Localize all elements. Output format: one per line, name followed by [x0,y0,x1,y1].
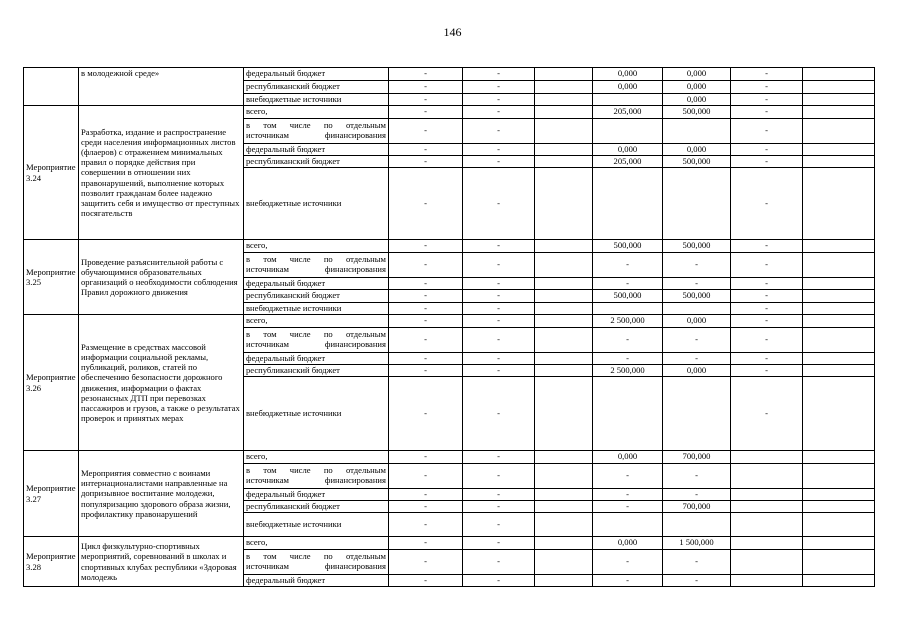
value-cell [803,377,875,451]
value-cell [731,464,803,489]
value-cell: - [663,278,731,290]
funding-source: всего, [244,106,389,119]
value-cell: - [663,328,731,353]
funding-source: федеральный бюджет [244,489,389,501]
funding-source: всего, [244,451,389,464]
value-cell: - [463,156,535,168]
value-cell: - [389,353,463,365]
table-row [24,315,875,328]
activity-id [24,68,79,106]
value-cell [535,156,593,168]
value-cell: - [389,81,463,94]
value-cell [535,451,593,464]
value-cell: - [463,451,535,464]
value-cell [803,575,875,587]
value-cell: 700,000 [663,501,731,513]
value-cell: - [389,377,463,451]
value-cell: - [731,315,803,328]
budget-table [23,67,875,587]
value-cell [803,144,875,156]
value-cell: - [731,278,803,290]
activity-description: Цикл физкультурно-спортивных мероприятий, соревнований в школах и спортивных клубах республики «Здоровая молодежь [79,537,244,587]
value-cell: 500,000 [663,290,731,303]
value-cell: - [731,303,803,315]
value-cell: - [463,81,535,94]
value-cell [535,290,593,303]
value-cell: - [731,353,803,365]
value-cell: - [463,365,535,377]
value-cell: - [731,328,803,353]
value-cell: - [463,106,535,119]
value-cell [803,365,875,377]
funding-source: внебюджетные источники [244,513,389,537]
value-cell: - [463,550,535,575]
value-cell: - [389,253,463,278]
value-cell: - [663,550,731,575]
funding-source: внебюджетные источники [244,377,389,451]
value-cell [535,253,593,278]
activity-description: Проведение разъяснительной работы с обучающимися образовательных организаций о необходимости соблюдения Правил дорожного движения [79,240,244,315]
value-cell: - [389,513,463,537]
value-cell: - [389,278,463,290]
value-cell: - [593,489,663,501]
value-cell [535,353,593,365]
value-cell: 0,000 [593,537,663,550]
value-cell [803,501,875,513]
value-cell [535,537,593,550]
value-cell: - [731,119,803,144]
value-cell: - [463,501,535,513]
funding-source: республиканский бюджет [244,81,389,94]
value-cell [593,377,663,451]
funding-source: внебюджетные источники [244,168,389,240]
value-cell: - [389,550,463,575]
value-cell: - [731,156,803,168]
value-cell [803,315,875,328]
value-cell: - [663,353,731,365]
activity-id: Мероприятие 3.27 [24,451,79,537]
value-cell: - [663,464,731,489]
value-cell [535,501,593,513]
value-cell: 500,000 [663,156,731,168]
value-cell: - [389,328,463,353]
value-cell: - [731,365,803,377]
value-cell: - [463,489,535,501]
value-cell [535,119,593,144]
value-cell: - [463,168,535,240]
value-cell [803,303,875,315]
value-cell [535,315,593,328]
value-cell [663,168,731,240]
value-cell: - [731,68,803,81]
value-cell: - [389,290,463,303]
value-cell: - [389,119,463,144]
value-cell [593,303,663,315]
value-cell: - [463,513,535,537]
value-cell [731,489,803,501]
value-cell [593,513,663,537]
value-cell [803,489,875,501]
value-cell: - [463,144,535,156]
value-cell: - [463,464,535,489]
value-cell [803,81,875,94]
value-cell [731,451,803,464]
value-cell: - [593,278,663,290]
value-cell: - [463,315,535,328]
value-cell: - [463,575,535,587]
activity-description: Мероприятия совместно с воинами интернационалистами направленные на допризывное воспитание молодежи, популяризацию здорового образа жизни, профилактику правонарушений [79,451,244,537]
funding-source: республиканский бюджет [244,501,389,513]
value-cell [803,68,875,81]
page-number: 146 [443,25,462,39]
value-cell [731,575,803,587]
value-cell [535,377,593,451]
value-cell: - [731,81,803,94]
value-cell: - [731,290,803,303]
value-cell: - [463,278,535,290]
value-cell [803,537,875,550]
activity-description: в молодежной среде» [79,68,244,106]
value-cell: - [463,94,535,106]
value-cell [731,513,803,537]
value-cell: 0,000 [593,451,663,464]
value-cell: 0,000 [593,144,663,156]
value-cell: 700,000 [663,451,731,464]
value-cell [803,290,875,303]
table-row [24,240,875,253]
value-cell: - [593,353,663,365]
value-cell: - [463,119,535,144]
funding-source: федеральный бюджет [244,278,389,290]
value-cell: 500,000 [663,240,731,253]
value-cell: 0,000 [663,68,731,81]
value-cell: - [593,464,663,489]
value-cell: - [731,144,803,156]
value-cell: - [389,489,463,501]
value-cell [803,451,875,464]
value-cell [803,253,875,278]
funding-source: республиканский бюджет [244,290,389,303]
value-cell [535,240,593,253]
value-cell: 500,000 [593,290,663,303]
value-cell [593,119,663,144]
value-cell: 0,000 [663,315,731,328]
value-cell: - [463,290,535,303]
value-cell: - [389,168,463,240]
value-cell: - [731,240,803,253]
value-cell: 500,000 [663,106,731,119]
table-row [24,451,875,464]
funding-source: в том числе по отдельным источникам финансирования [244,550,389,575]
value-cell: - [593,550,663,575]
funding-source: федеральный бюджет [244,353,389,365]
value-cell: 2 500,000 [593,315,663,328]
value-cell [535,575,593,587]
value-cell: - [389,451,463,464]
value-cell: 0,000 [663,144,731,156]
value-cell [535,68,593,81]
value-cell: 205,000 [593,156,663,168]
value-cell: - [389,365,463,377]
funding-source: федеральный бюджет [244,68,389,81]
value-cell: - [593,253,663,278]
value-cell [535,94,593,106]
funding-source: в том числе по отдельным источникам финансирования [244,253,389,278]
value-cell [803,353,875,365]
funding-source: внебюджетные источники [244,303,389,315]
value-cell [803,119,875,144]
value-cell [803,464,875,489]
value-cell: - [663,489,731,501]
value-cell: 205,000 [593,106,663,119]
funding-source: внебюджетные источники [244,94,389,106]
value-cell: - [731,377,803,451]
value-cell: - [389,94,463,106]
value-cell [535,168,593,240]
value-cell [535,81,593,94]
value-cell: 2 500,000 [593,365,663,377]
funding-source: республиканский бюджет [244,365,389,377]
value-cell [803,106,875,119]
value-cell: - [463,537,535,550]
value-cell: - [463,303,535,315]
value-cell: - [463,68,535,81]
value-cell: 0,000 [593,68,663,81]
value-cell: - [389,106,463,119]
value-cell: 0,000 [663,365,731,377]
value-cell [803,156,875,168]
value-cell [803,278,875,290]
activity-id: Мероприятие 3.26 [24,315,79,451]
value-cell: - [463,353,535,365]
value-cell: 0,000 [663,94,731,106]
funding-source: в том числе по отдельным источникам финансирования [244,464,389,489]
value-cell: - [593,501,663,513]
value-cell [731,537,803,550]
value-cell [803,94,875,106]
value-cell: - [389,303,463,315]
value-cell: - [731,253,803,278]
table-row [24,106,875,119]
value-cell [535,489,593,501]
value-cell [803,240,875,253]
value-cell: - [389,68,463,81]
value-cell [593,168,663,240]
funding-source: всего, [244,315,389,328]
value-cell [535,278,593,290]
value-cell [535,464,593,489]
value-cell [535,106,593,119]
table-row [24,68,875,81]
value-cell: - [389,575,463,587]
value-cell: - [389,537,463,550]
value-cell: 500,000 [593,240,663,253]
funding-source: в том числе по отдельным источникам финансирования [244,328,389,353]
value-cell [535,550,593,575]
value-cell: - [663,253,731,278]
activity-id: Мероприятие 3.28 [24,537,79,587]
value-cell: - [389,501,463,513]
value-cell: - [389,144,463,156]
value-cell [663,119,731,144]
value-cell [803,328,875,353]
value-cell [535,365,593,377]
value-cell: - [731,168,803,240]
table-row [24,537,875,550]
value-cell [535,144,593,156]
value-cell: - [389,156,463,168]
value-cell: - [463,377,535,451]
value-cell [731,550,803,575]
value-cell: - [389,464,463,489]
value-cell [803,168,875,240]
value-cell: - [731,94,803,106]
funding-source: федеральный бюджет [244,575,389,587]
value-cell: - [463,328,535,353]
value-cell: - [389,315,463,328]
value-cell [593,94,663,106]
value-cell [731,501,803,513]
value-cell: 1 500,000 [663,537,731,550]
value-cell: - [663,575,731,587]
value-cell [663,303,731,315]
value-cell [803,513,875,537]
value-cell [663,377,731,451]
value-cell: - [389,240,463,253]
value-cell [663,513,731,537]
funding-source: республиканский бюджет [244,156,389,168]
value-cell: - [731,106,803,119]
activity-id: Мероприятие 3.25 [24,240,79,315]
value-cell [535,303,593,315]
funding-source: всего, [244,537,389,550]
activity-description: Размещение в средствах массовой информации социальной рекламы, публикаций, роликов, статей по обеспечению безопасности дорожного движения, информации о фактах резонансных ДТП при перевозках пассажиров и грузов, а также о результатах проверок и принятых мерах [79,315,244,451]
value-cell [535,513,593,537]
value-cell: - [593,328,663,353]
value-cell [803,550,875,575]
value-cell: 0,000 [593,81,663,94]
value-cell: - [593,575,663,587]
funding-source: всего, [244,240,389,253]
value-cell: - [463,240,535,253]
funding-source: в том числе по отдельным источникам финансирования [244,119,389,144]
value-cell [535,328,593,353]
activity-description: Разработка, издание и распространение среди населения информационных листов (флаеров) с отражением минимальных правил о порядке действия при совершении в отношении них правонарушений, выполнение которых позволит гражданам более надежно защитить себя и имущество от преступных посягательств [79,106,244,240]
value-cell: - [463,253,535,278]
value-cell: 0,000 [663,81,731,94]
activity-id: Мероприятие 3.24 [24,106,79,240]
funding-source: федеральный бюджет [244,144,389,156]
